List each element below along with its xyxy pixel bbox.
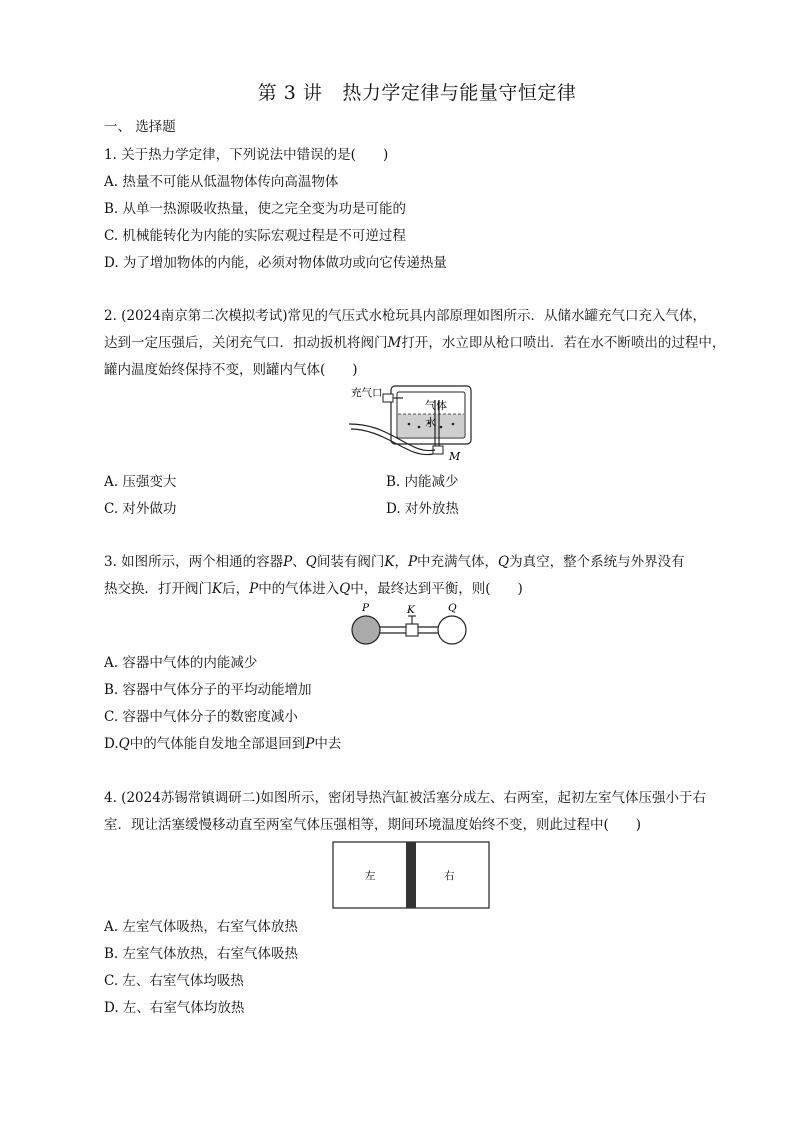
- q4-option-c: C. 左、右室气体均吸热: [104, 973, 244, 989]
- q4-option-d: D. 左、右室气体均放热: [104, 1000, 245, 1016]
- q3-stem-line2: [104, 579, 523, 599]
- q2-stem-line1: 2. (2024南京第二次模拟考试)常见的气压式水枪玩具内部原理如图所示．从储水罐充气口充入气体，: [104, 308, 707, 324]
- q3-fig-q-label: Q: [448, 602, 457, 614]
- q3-var-q: Q: [118, 736, 130, 752]
- q2-stem-line3: 罐内温度始终保持不变，则罐内气体( ): [104, 362, 358, 378]
- q3-var-q: Q: [498, 554, 510, 570]
- q3-text: 中的气体进入: [258, 581, 340, 597]
- q3-text: 、: [292, 554, 306, 570]
- q3-var-q: Q: [305, 554, 317, 570]
- q3-fig-p-label: P: [362, 602, 370, 614]
- q3-text: ，: [394, 554, 408, 570]
- q1-option-d: D. 为了增加物体的内能，必须对物体做功或向它传递热量: [104, 255, 447, 271]
- q4-stem-line2: 室．现让活塞缓慢移动直至两室气体压强相等，期间环境温度始终不变，则此过程中( ): [104, 817, 642, 833]
- q1-option-b: B. 从单一热源吸收热量，使之完全变为功是可能的: [104, 201, 407, 217]
- q2-fig-gas-label: 气体: [425, 399, 447, 412]
- q2-option-a: A. 压强变大: [104, 474, 177, 490]
- q3-option-d-text: 中去: [314, 736, 342, 752]
- q4-option-b: B. 左室气体放热，右室气体吸热: [104, 946, 299, 962]
- q2-inlet-valve: [383, 394, 393, 402]
- q2-stem-line2-part1: 达到一定压强后，关闭充气口．扣动扳机将阀门: [104, 335, 388, 351]
- q3-var-p: P: [407, 554, 418, 570]
- q4-fig-right-label: 右: [444, 870, 455, 882]
- q3-var-p: P: [305, 736, 315, 752]
- q3-var-k: K: [384, 554, 395, 570]
- q3-container-q: [438, 616, 466, 644]
- lecture-number: 第 3 讲: [257, 82, 323, 104]
- q1-option-a: A. 热量不可能从低温物体传向高温物体: [104, 174, 339, 190]
- q3-option-d: [104, 734, 341, 754]
- q3-option-a: A. 容器中气体的内能减少: [104, 655, 258, 671]
- q2-stem-line2: [104, 333, 725, 353]
- q1-stem: 1. 关于热力学定律，下列说法中错误的是( ): [104, 147, 389, 163]
- q3-option-c: C. 容器中气体分子的数密度减小: [104, 709, 298, 725]
- q2-water-gun-figure: [345, 380, 485, 466]
- q2-option-c: C. 对外做功: [104, 501, 177, 517]
- q3-fig-k-label: K: [407, 604, 415, 616]
- lecture-topic: 热力学定律与能量守恒定律: [342, 82, 577, 104]
- q3-valve-k: [406, 624, 418, 636]
- q3-text: 后，: [222, 581, 250, 597]
- q4-cylinder-figure: [332, 841, 492, 911]
- q2-option-d: D. 对外放热: [386, 501, 459, 517]
- q3-option-d-text: 中的气体能自发地全部退回到: [129, 736, 306, 752]
- q2-fig-water-label: 水: [425, 416, 436, 429]
- q2-option-b: B. 内能减少: [386, 474, 459, 490]
- q2-fig-m-label: M: [449, 450, 461, 463]
- q2-fig-inlet-label: 充气口: [351, 387, 383, 399]
- q3-text: 为真空，整个系统与外界没有: [509, 554, 685, 570]
- q3-var-q: Q: [339, 581, 351, 597]
- q4-stem-line1: 4. (2024苏锡常镇调研二)如图所示，密闭导热汽缸被活塞分成左、右两室，起初左室气体压强小于右: [104, 790, 707, 806]
- q1-option-c: C. 机械能转化为内能的实际宏观过程是不可逆过程: [104, 228, 406, 244]
- q4-piston: [406, 842, 416, 908]
- q3-text: 热交换．打开阀门: [104, 581, 212, 597]
- q3-text: 间装有阀门: [316, 554, 385, 570]
- q3-text: 3. 如图所示，两个相通的容器: [104, 554, 284, 570]
- q4-fig-left-label: 左: [365, 870, 376, 882]
- q3-vessels-figure: [344, 600, 474, 652]
- section-heading: 一、 选择题: [104, 119, 176, 135]
- q3-option-b: B. 容器中气体分子的平均动能增加: [104, 682, 312, 698]
- q3-stem-line1: [104, 552, 685, 572]
- page-title: [0, 78, 794, 105]
- q3-text: 中充满气体，: [417, 554, 499, 570]
- q3-container-p: [352, 616, 380, 644]
- q2-stem-line2-part2: 打开，水立即从枪口喷出．若在水不断喷出的过程中，: [401, 335, 726, 351]
- q4-option-a: A. 左室气体吸热，右室气体放热: [104, 919, 298, 935]
- q3-option-d-letter: D.: [104, 736, 119, 752]
- q3-var-k: K: [212, 581, 223, 597]
- q3-text: 中，最终达到平衡，则( ): [350, 581, 523, 597]
- q3-var-p: P: [249, 581, 259, 597]
- q3-var-p: P: [283, 554, 293, 570]
- q2-var-m: M: [387, 335, 402, 351]
